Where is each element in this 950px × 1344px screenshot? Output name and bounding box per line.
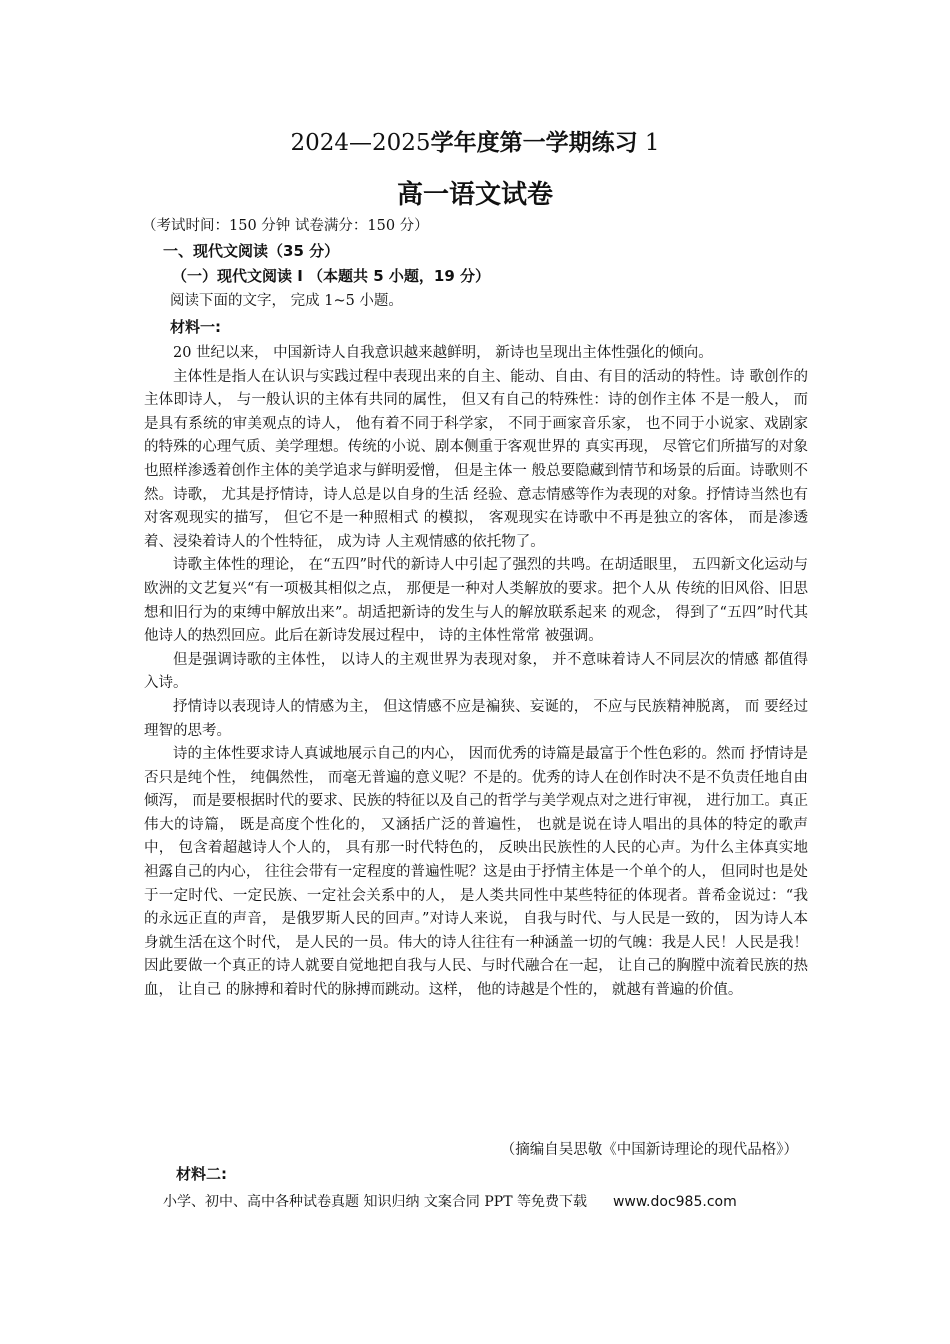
source-citation: （摘编自吴思敬《中国新诗理论的现代品格》） — [500, 1142, 798, 1158]
section-heading-part-one: 一、现代文阅读（35 分） — [163, 242, 340, 260]
page-footer — [163, 1191, 737, 1211]
exam-title — [0, 124, 950, 157]
material-one-body — [144, 342, 808, 1003]
footer-url[interactable]: www.doc985.com — [612, 1194, 737, 1210]
paragraph: 主体性是指人在认识与实践过程中表现出来的自主、能动、自由、有目的活动的特性。诗 歌创作的主体即诗人， 与一般认识的主体有共同的属性， 但又有自己的特殊性：诗的创作主体 不是一般人， 而是具有系统的审美观点的诗人， 他有着不同于科学家， 不同于画家音乐家， 也不同于小说家、戏剧家的特殊的心理气质、美学理想。传统的小说、剧本侧重于客观世界的 真实再现， 尽管它们所描写的对象也照样渗透着创作主体的美学追求与鲜明爱憎， 但是主体一 般总要隐藏到情节和场景的后面。诗歌则不然。诗歌， 尤其是抒情诗，诗人总是以自身的生活 经验、意志情感等作为表现的对象。抒情诗当然也有对客观现实的描写， 但它不是一种照相式 的模拟， 客观现实在诗歌中不再是独立的客体， 而是渗透着、浸染着诗人的个性特征， 成为诗 人主观情感的依托物了。 — [144, 368, 808, 550]
exam-title-number: 1 — [644, 130, 660, 156]
paragraph: 诗歌主体性的理论， 在“五四”时代的新诗人中引起了强烈的共鸣。在胡适眼里， 五四新文化运动与欧洲的文艺复兴“有一项极其相似之点， 那便是一种对人类解放的要求。把个人从 传统的旧风俗、旧思想和旧行为的束缚中解放出来”。胡适把新诗的发生与人的解放联系起来 的观念， 得到了“五四”时代其他诗人的热烈回应。此后在新诗发展过程中， 诗的主体性常常 被强调。 — [144, 557, 808, 645]
reading-instruction: 阅读下面的文字， 完成 1~5 小题。 — [170, 293, 403, 309]
footer-slogan: 小学、初中、高中各种试卷真题 知识归纳 文案合同 PPT 等免费下载 — [163, 1194, 587, 1210]
exam-subtitle: 高一语文试卷 — [396, 180, 553, 210]
paragraph: 抒情诗以表现诗人的情感为主， 但这情感不应是褊狭、妄诞的， 不应与民族精神脱离， 而 要经过理智的思考。 — [144, 698, 808, 739]
section-heading-sub-one: （一）现代文阅读 I （本题共 5 小题，19 分） — [172, 267, 491, 285]
paragraph: 但是强调诗歌的主体性， 以诗人的主观世界为表现对象， 并不意味着诗人不同层次的情感 都值得入诗。 — [144, 651, 808, 692]
material-one-label: 材料一: — [170, 318, 221, 336]
exam-info: （考试时间：150 分钟 试卷满分：150 分） — [142, 218, 429, 234]
paragraph: 20 世纪以来， 中国新诗人自我意识越来越鲜明， 新诗也呈现出主体性强化的倾向。 — [173, 345, 713, 361]
material-two-label: 材料二: — [176, 1165, 227, 1183]
exam-title-main: 学年度第一学期练习 — [430, 130, 638, 156]
paragraph: 诗的主体性要求诗人真诚地展示自己的内心， 因而优秀的诗篇是最富于个性色彩的。然而 抒情诗是否只是纯个性， 纯偶然性， 而毫无普遍的意义呢？不是的。优秀的诗人在创作时决不是不负责任地自由倾泻， 而是要根据时代的要求、民族的特征以及自己的哲学与美学观点对之进行审视， 进行加工。真正伟大的诗篇， 既是高度个性化的， 又涵括广泛的普遍性， 也就是说在诗人唱出的具体的特定的歌声中， 包含着超越诗人个人的， 具有那一时代特色的， 反映出民族性的人民的心声。为什么主体真实地袒露自己的内心， 往往会带有一定程度的普遍性呢？这是由于抒情主体是一个单个的人， 但同时也是处于一定时代、一定民族、一定社会关系中的人， 是人类共同性中某些特征的体现者。普希金说过：“我的永远正直的声音， 是俄罗斯人民的回声。”对诗人来说， 自我与时代、与人民是一致的， 因为诗人本身就生活在这个时代， 是人民的一员。伟大的诗人往往有一种涵盖一切的气魄：我是人民！人民是我！因此要做一个真正的诗人就要自觉地把自我与人民、与时代融合在一起， 让自己的胸膛中流着民族的热血， 让自己 的脉搏和着时代的脉搏而跳动。这样， 他的诗越是个性的， 就越有普遍的价值。 — [144, 746, 808, 999]
exam-title-years: 2024—2025 — [290, 130, 431, 156]
